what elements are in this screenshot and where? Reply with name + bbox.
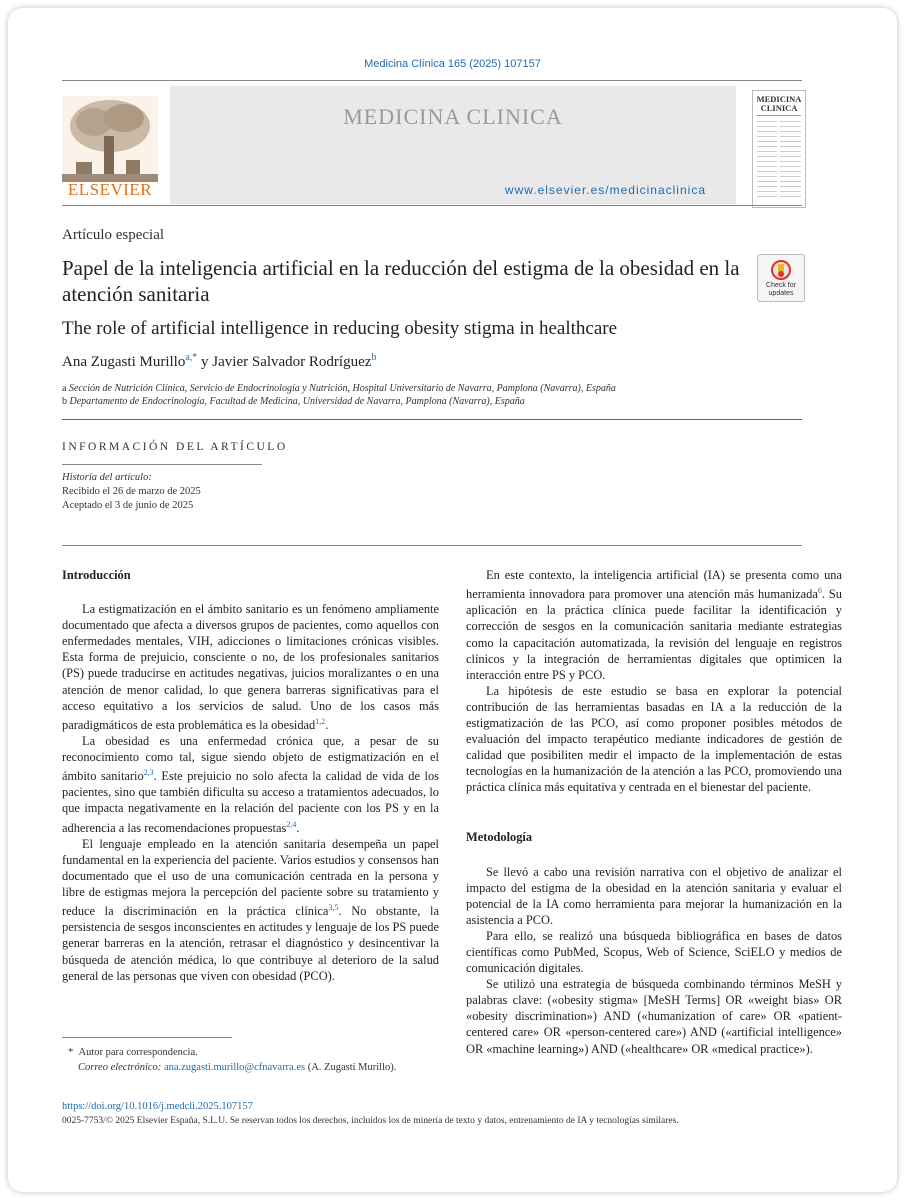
check-for-updates-button[interactable] (757, 254, 805, 302)
affiliation-b-mark: b (62, 396, 67, 407)
doi-link[interactable]: https://doi.org/10.1016/j.medcli.2025.107157 (62, 1101, 253, 1112)
right-column (466, 567, 842, 1057)
accepted-date: Aceptado el 3 de junio de 2025 (62, 500, 194, 511)
history-label: Historia del artículo: (62, 472, 152, 483)
author-separator: y (197, 354, 213, 370)
affiliation-rule (62, 419, 802, 420)
paragraph: Se llevó a cabo una revisión narrativa con el objetivo de analizar el impacto del estigma de la obesidad en la atención sanitaria y evaluar el potencial de la IA como herramienta para mejorar la humanización en la asistencia a PCO. (466, 864, 842, 927)
citation-link[interactable]: 2,4 (286, 819, 297, 829)
section-heading-metodologia: Metodología (466, 830, 533, 845)
check-updates-icon (771, 260, 791, 280)
paragraph: El lenguaje empleado en la atención sanitaria desempeña un papel fundamental en la experiencia del paciente. Varios estudios y consensos han documentado que el uso de una comunicación centrada en la persona y libre de estigmas mejora la percepción del paciente sobre su tratamiento y reduce la discriminación en la práctica clínica$^{3,5}$. No obstante, la persistencia de sesgos inconscientes en actitudes y lenguaje de los PS puede generar barreras en la atención, retrasar el diagnóstico y desincentivar la búsqueda de atención médica, lo que contribuye al deterioro de la salud general de las personas que viven con obesidad (PCO). (62, 836, 439, 983)
header-bottom-rule (62, 205, 802, 206)
cover-title-line2: CLINICA (760, 102, 798, 113)
paragraph: Se utilizó una estrategia de búsqueda combinando términos MeSH y palabras clave: («obesity stigma» [MeSH Terms] OR «weight bias» OR «obesity discrimination») AND («humanization of care» OR «patient-centered care» OR «person-centered care») AND («artificial intelligence» OR «machine learning») AND («healthcare» OR «medical practice»). (466, 977, 842, 1056)
affiliation-a-mark: a (62, 383, 67, 394)
paragraph: La obesidad es una enfermedad crónica que, a pesar de su reconocimiento como tal, sigue siendo objeto de estigmatización en el ámbito sanitario$^{2,3}$. Este prejuicio no solo afecta la calidad de vida de los pacientes, sino que también dificulta su acceso a tratamientos adecuados, lo que impacta negativamente en la relación del paciente con los PS y en la adherencia a las recomendaciones propuestas$^{2,4}$. (62, 733, 439, 835)
affiliation-a-text: Sección de Nutrición Clínica, Servicio de Endocrinología y Nutrición, Hospital Universitario de Navarra, Pamplona (Navarra), España (68, 383, 616, 394)
paragraph: Para ello, se realizó una búsqueda bibliográfica en bases de datos científicas como PubMed, Scopus, Web of Science, SciELO y medios de comunicación digitales. (466, 928, 842, 976)
citation-link[interactable]: 2,3 (143, 768, 154, 778)
footnote-rule (62, 1037, 232, 1038)
affiliation-b-text: Departamento de Endocrinología, Facultad de Medicina, Universidad de Navarra, Pamplona (Navarra), España (69, 396, 525, 407)
left-column (62, 567, 439, 984)
journal-url-link[interactable]: www.elsevier.es/medicinaclinica (504, 183, 706, 197)
author-1: Ana Zugasti Murillo (62, 354, 186, 370)
journal-name: MEDICINA CLINICA (343, 104, 563, 129)
author-2: Javier Salvador Rodríguez (212, 354, 372, 370)
citation-link[interactable]: 6 (817, 586, 822, 596)
author-list (62, 352, 376, 371)
citation-link[interactable]: 1,2 (315, 716, 326, 726)
paragraph: La estigmatización en el ámbito sanitario es un fenómeno ampliamente documentado que afecta a diversos grupos de pacientes, como aquellos con enfermedades mentales, VIH, adicciones o limitaciones crónicas visibles. Esta forma de prejuicio, consciente o no, de los profesionales sanitarios (PS) puede traducirse en actitudes negativas, juicios moralizantes o en una atención de menor calidad, lo que genera barreras significativas para el acceso equitativo a los servicios de salud. Uno de los casos más paradigmáticos de esta problemática es la obesidad$^{1,2}$. (62, 602, 439, 732)
check-updates-label: Check for updates (766, 282, 796, 297)
author-1-affil-link[interactable]: a,* (185, 352, 198, 363)
journal-citation[interactable]: Medicina Clínica 165 (2025) 107157 (364, 58, 541, 70)
article-title-es: Papel de la inteligencia artificial en la reducción del estigma de la obesidad en la atención sanitaria (62, 256, 740, 306)
article-info-heading: INFORMACIÓN DEL ARTÍCULO (62, 441, 288, 453)
email-owner: (A. Zugasti Murillo). (307, 1062, 397, 1073)
received-date: Recibido el 26 de marzo de 2025 (62, 486, 201, 497)
cover-title-line1: MEDICINA (756, 94, 802, 104)
cover-title (753, 95, 805, 112)
cover-text-left (757, 121, 777, 201)
email-link[interactable]: ana.zugasti.murillo@cfnavarra.es (163, 1062, 306, 1073)
paragraph: La hipótesis de este estudio se basa en explorar la potencial contribución de las herramientas basadas en IA a la reducción de la estigmatización de las PCO, así como proponer posibles métodos de evaluación del impacto terapéutico mediante indicadores de gestión de calidad que posibiliten medir el impacto de la implementación de estas tecnologías en la humanización de la atención a las PCO, promoviendo una práctica clínica más equitativa y centrada en el bienestar del paciente. (466, 683, 842, 795)
corresponding-author-footnote (62, 1045, 422, 1075)
cover-rule (757, 115, 801, 116)
citation-link[interactable]: 3,5 (328, 903, 339, 913)
author-2-affil-link[interactable]: b (371, 352, 377, 363)
email-label: Correo electrónico: (78, 1062, 162, 1073)
copyright-notice: 0025-7753/© 2025 Elsevier España, S.L.U. Se reservan todos los derechos, incluidos los de minería de texto y datos, entrenamiento de IA y tecnologías similares. (62, 1116, 679, 1126)
info-bottom-rule (62, 545, 802, 546)
publisher-name: ELSEVIER (67, 180, 153, 199)
footnote-star: * (68, 1047, 74, 1058)
article-title-en: The role of artificial intelligence in reducing obesity stigma in healthcare (62, 318, 618, 339)
elsevier-tree-logo (62, 96, 158, 182)
cover-text-right (780, 121, 801, 201)
section-heading-introduccion: Introducción (62, 568, 131, 582)
header-top-rule (62, 80, 802, 81)
affiliation-a (62, 383, 616, 394)
article-type: Artículo especial (62, 227, 165, 243)
corresponding-label: Autor para correspondencia. (78, 1047, 198, 1058)
info-rule (62, 464, 262, 465)
affiliation-b (62, 396, 525, 407)
paragraph: En este contexto, la inteligencia artificial (IA) se presenta como una herramienta innovadora para promover una atención más humanizada$^6$. Su aplicación en la práctica clínica puede facilitar la identificación y corrección de sesgos en la comunicación sanitaria mediante estrategias como la capacitación automatizada, la revisión del lenguaje en registros clínicos y la integración de herramientas digitales que optimicen la interacción entre PS y PCO. (466, 568, 842, 682)
journal-cover-thumbnail (752, 90, 806, 208)
